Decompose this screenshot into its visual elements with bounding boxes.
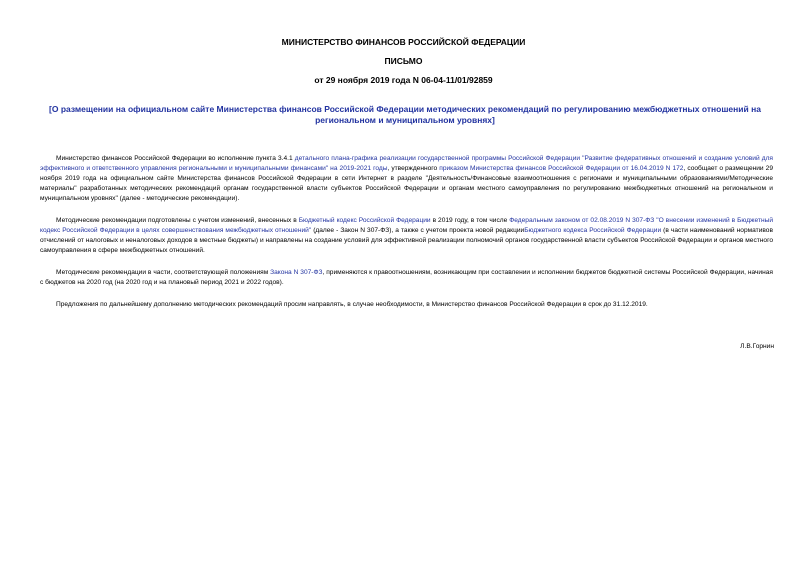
paragraph-text: , применяются к правоотношениям, возникающим при составлении и исполнении бюджетов бюджетной системы Российской Федерации, начиная с бюджетов на 2020 год (на 2020 год и на плановый период 2021 и 2022 годов).	[40, 269, 773, 286]
document-subject: [О размещении на официальном сайте Министерства финансов Российской Федерации методических рекомендаций по регулированию межбюджетных отношений на региональном и муниципальном уровнях]	[49, 104, 761, 125]
paragraph-text: , утвержденного	[387, 165, 440, 172]
paragraph-text: Предложения по дальнейшему дополнению методических рекомендаций просим направлять, в случае необходимости, в Министерство финансов Российской Федерации в срок до 31.12.2019.	[56, 301, 648, 308]
paragraph-4	[40, 300, 773, 310]
document-date-number: от 29 ноября 2019 года N 06-04-11/01/92859	[314, 75, 493, 85]
document-type: ПИСЬМО	[384, 56, 423, 66]
paragraph-text: (в части наименований нормативов отчислений от налоговых и неналоговых доходов в местные бюджеты) и направлены на создание условий для эффективной реализации полномочий органов государственной власти субъектов Российской Федерации и органов местного самоуправления в сфере межбюджетных отношений.	[40, 227, 773, 254]
paragraph-text: в 2019 году, в том числе	[430, 217, 510, 224]
signature: Л.В.Горнин	[740, 343, 774, 350]
link-budget-code[interactable]: Бюджетный кодекс Российской Федерации	[298, 217, 431, 224]
link-federal-law-307[interactable]: Федеральным законом от 02.08.2019 N 307-ФЗ "О внесении изменений в Бюджетный кодекс Российской Федерации в целях совершенствования межбюджетных отношений"	[40, 217, 774, 234]
link-law-307[interactable]: Закона N 307-ФЗ	[270, 269, 323, 276]
paragraph-text: , сообщает о размещении 29 ноября 2019 года на официальном сайте Министерства финансов Российской Федерации в сети Интернет в разделе "Деятельность/Финансовые взаимоотношения с регионами и муниципальными образованиями/Методические материалы" разработанных методических рекомендаций органам государственной власти субъектов Российской Федерации и органам местного самоуправления по регулированию межбюджетных отношений на региональном и муниципальном уровнях" (далее - методические рекомендации).	[40, 165, 773, 202]
paragraph-3	[40, 268, 773, 288]
ministry-title: МИНИСТЕРСТВО ФИНАНСОВ РОССИЙСКОЙ ФЕДЕРАЦИИ	[281, 37, 526, 47]
link-minfin-order-172[interactable]: приказом Министерства финансов Российской Федерации от 16.04.2019 N 172	[439, 165, 684, 172]
paragraph-text: Министерство финансов Российской Федерации во исполнение пункта 3.4.1	[56, 155, 295, 162]
paragraph-text: Методические рекомендации в части, соответствующей положениям	[56, 269, 271, 276]
paragraph-text: (далее - Закон N 307-ФЗ), а также с учетом проекта новой редакции	[311, 227, 525, 234]
link-state-program-plan[interactable]: детального плана-графика реализации государственной программы Российской Федерации "Развитие федеративных отношений и создание условий для эффективного и ответственного управления региональными и муниципальными финансами" на 2019-2021 годы	[40, 155, 774, 172]
paragraph-1	[40, 154, 773, 204]
paragraph-2	[40, 216, 773, 256]
link-budget-code-new[interactable]: Бюджетного кодекса Российской Федерации	[524, 227, 662, 234]
paragraph-text: Методические рекомендации подготовлены с учетом изменений, внесенных в	[56, 217, 299, 224]
